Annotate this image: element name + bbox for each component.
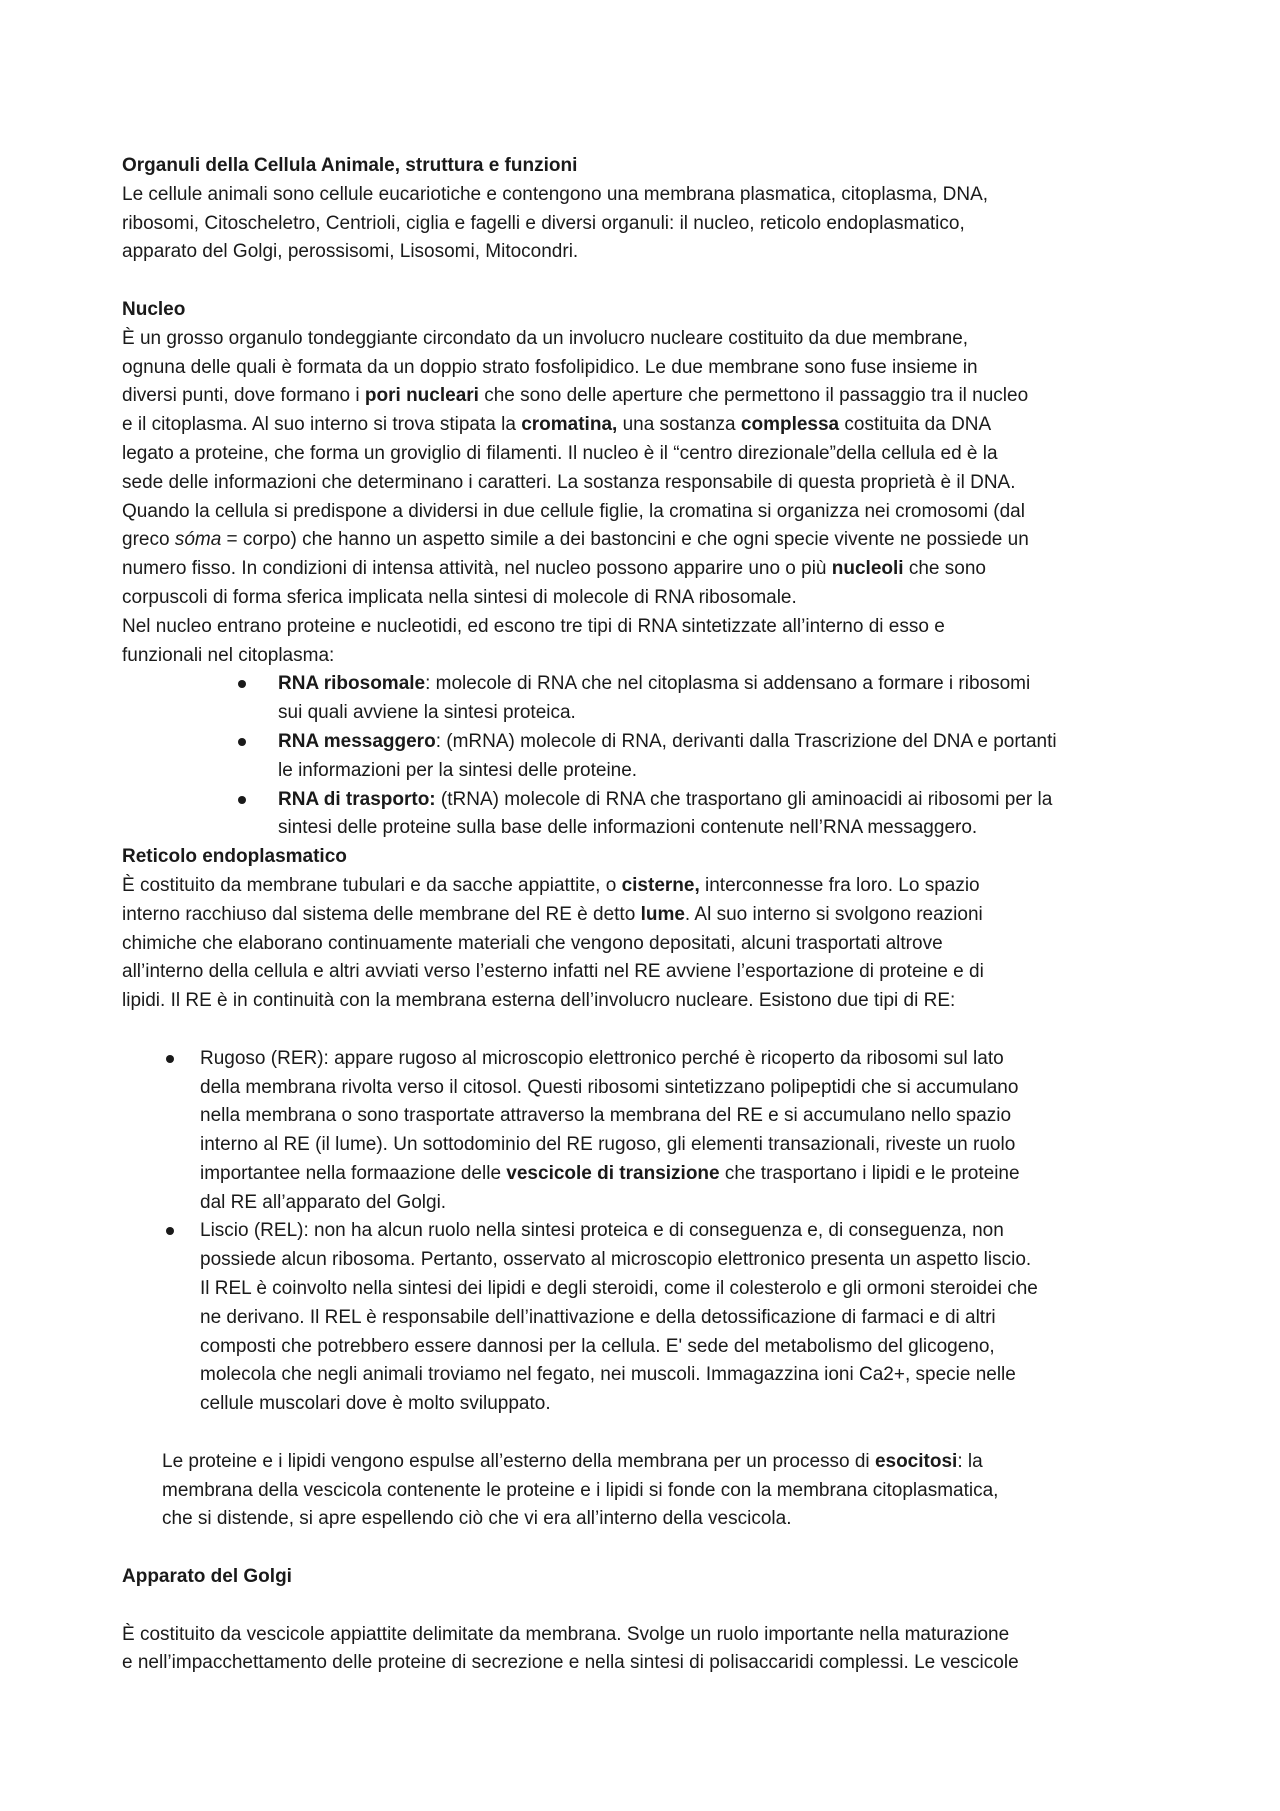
paragraph-line: Quando la cellula si predispone a dividersi in due cellule figlie, la cromatina si organizza nei cromosomi (dal	[122, 500, 1025, 522]
bullet-icon	[166, 1055, 174, 1063]
paragraph-line: greco sóma = corpo) che hanno un aspetto simile a dei bastoncini e che ogni specie vivente ne possiede un	[122, 529, 1029, 551]
rel-list-item-cont: Il REL è coinvolto nella sintesi dei lipidi e degli steroidi, come il colesterolo e gli ormoni steroidei che	[200, 1278, 1038, 1300]
paragraph-line: e il citoplasma. Al suo interno si trova stipata la cromatina, una sostanza complessa costituita da DNA	[122, 414, 992, 436]
bullet-icon	[238, 738, 246, 746]
document-title: Organuli della Cellula Animale, struttura e funzioni	[122, 155, 578, 176]
paragraph-line: È costituito da vescicole appiattite delimitate da membrana. Svolge un ruolo importante nella maturazione	[122, 1623, 1010, 1645]
rer-list-item-cont: nella membrana o sono trasportate attraverso la membrana del RE e si accumulano nello spazio	[200, 1105, 1012, 1127]
paragraph-line: corpuscoli di forma sferica implicata nella sintesi di molecole di RNA ribosomale.	[122, 586, 797, 608]
rel-list-item-cont: cellule muscolari dove è molto sviluppato.	[200, 1393, 551, 1415]
rer-list-item-cont: della membrana rivolta verso il citosol. Questi ribosomi sintetizzano polipeptidi che si accumulano	[200, 1076, 1019, 1098]
paragraph-line: chimiche che elaborano continuamente materiali che vengono depositati, alcuni trasportati altrove	[122, 932, 943, 954]
rna-list-item: RNA ribosomale: molecole di RNA che nel citoplasma si addensano a formare i ribosomi	[122, 670, 1167, 699]
rna-list-item-cont: sintesi delle proteine sulla base delle informazioni contenute nell’RNA messaggero.	[278, 817, 978, 839]
esocitosi-line: Le proteine e i lipidi vengono espulse all’esterno della membrana per un processo di esocitosi: la	[162, 1450, 983, 1472]
rel-list-item-cont: molecola che negli animali troviamo nel fegato, nei muscoli. Immagazzina ioni Ca2+, specie nelle	[200, 1364, 1016, 1386]
bullet-icon	[238, 680, 246, 688]
section-heading-golgi: Apparato del Golgi	[122, 1566, 292, 1588]
rel-list-item: Liscio (REL): non ha alcun ruolo nella sintesi proteica e di conseguenza e, di conseguenza, non	[122, 1217, 1167, 1246]
rna-list-item: RNA messaggero: (mRNA) molecole di RNA, derivanti dalla Trascrizione del DNA e portanti	[122, 728, 1167, 757]
rel-list-item-cont: possiede alcun ribosoma. Pertanto, osservato al microscopio elettronico presenta un aspetto liscio.	[200, 1249, 1032, 1271]
section-heading-nucleo: Nucleo	[122, 298, 186, 320]
paragraph-line: È un grosso organulo tondeggiante circondato da un involucro nucleare costituito da due membrane,	[122, 327, 969, 349]
paragraph-line: Nel nucleo entrano proteine e nucleotidi, ed escono tre tipi di RNA sintetizzate all’interno di esso e	[122, 615, 945, 637]
rna-list-item-cont: sui quali avviene la sintesi proteica.	[278, 702, 576, 724]
rel-list-item-cont: ne derivano. Il REL è responsabile dell’inattivazione e della detossificazione di farmaci e di altri	[200, 1306, 996, 1328]
document-body	[122, 152, 1167, 1678]
paragraph-line: funzionali nel citoplasma:	[122, 644, 335, 666]
paragraph-line: e nell’impacchettamento delle proteine di secrezione e nella sintesi di polisaccaridi complessi. Le vescicole	[122, 1652, 1019, 1674]
bullet-icon	[238, 796, 246, 804]
paragraph-line: lipidi. Il RE è in continuità con la membrana esterna dell’involucro nucleare. Esistono due tipi di RE:	[122, 990, 956, 1012]
rna-list-item: RNA di trasporto: (tRNA) molecole di RNA che trasportano gli aminoacidi ai ribosomi per la	[122, 786, 1167, 815]
paragraph-line: numero fisso. In condizioni di intensa attività, nel nucleo possono apparire uno o più nucleoli che sono	[122, 558, 986, 580]
section-heading-reticolo: Reticolo endoplasmatico	[122, 846, 347, 868]
rel-list-item-cont: composti che potrebbero essere dannosi per la cellula. E' sede del metabolismo del glicogeno,	[200, 1335, 995, 1357]
bullet-icon	[166, 1227, 174, 1235]
paragraph-line: È costituito da membrane tubulari e da sacche appiattite, o cisterne, interconnesse fra loro. Lo spazio	[122, 874, 980, 896]
paragraph-line: diversi punti, dove formano i pori nucleari che sono delle aperture che permettono il passaggio tra il nucleo	[122, 385, 1029, 407]
rer-list-item: Rugoso (RER): appare rugoso al microscopio elettronico perché è ricoperto da ribosomi sul lato	[122, 1045, 1167, 1074]
esocitosi-line: membrana della vescicola contenente le proteine e i lipidi si fonde con la membrana citoplasmatica,	[162, 1479, 999, 1501]
rer-list-item-cont: importantee nella formaazione delle vescicole di transizione che trasportano i lipidi e le proteine	[200, 1162, 1020, 1184]
rer-list-item-cont: dal RE all’apparato del Golgi.	[200, 1191, 447, 1213]
paragraph-line: ognuna delle quali è formata da un doppio strato fosfolipidico. Le due membrane sono fuse insieme in	[122, 356, 978, 378]
intro-line: apparato del Golgi, perossisomi, Lisosomi, Mitocondri.	[122, 241, 579, 263]
esocitosi-line: che si distende, si apre espellendo ciò che vi era all’interno della vescicola.	[162, 1508, 792, 1530]
rer-list-item-cont: interno al RE (il lume). Un sottodominio del RE rugoso, gli elementi transazionali, riveste un ruolo	[200, 1134, 1016, 1156]
paragraph-line: legato a proteine, che forma un groviglio di filamenti. Il nucleo è il “centro direzionale”della cellula ed è la	[122, 442, 998, 464]
rna-list-item-cont: le informazioni per la sintesi delle proteine.	[278, 759, 638, 781]
intro-line: Le cellule animali sono cellule eucariotiche e contengono una membrana plasmatica, citoplasma, DNA,	[122, 183, 989, 205]
paragraph-line: sede delle informazioni che determinano i caratteri. La sostanza responsabile di questa proprietà è il DNA.	[122, 471, 1016, 493]
paragraph-line: all’interno della cellula e altri avviati verso l’esterno infatti nel RE avviene l’esportazione di proteine e di	[122, 961, 984, 983]
intro-line: ribosomi, Citoscheletro, Centrioli, ciglia e fagelli e diversi organuli: il nucleo, reticolo endoplasmatico,	[122, 212, 965, 234]
paragraph-line: interno racchiuso dal sistema delle membrane del RE è detto lume. Al suo interno si svolgono reazioni	[122, 903, 983, 925]
